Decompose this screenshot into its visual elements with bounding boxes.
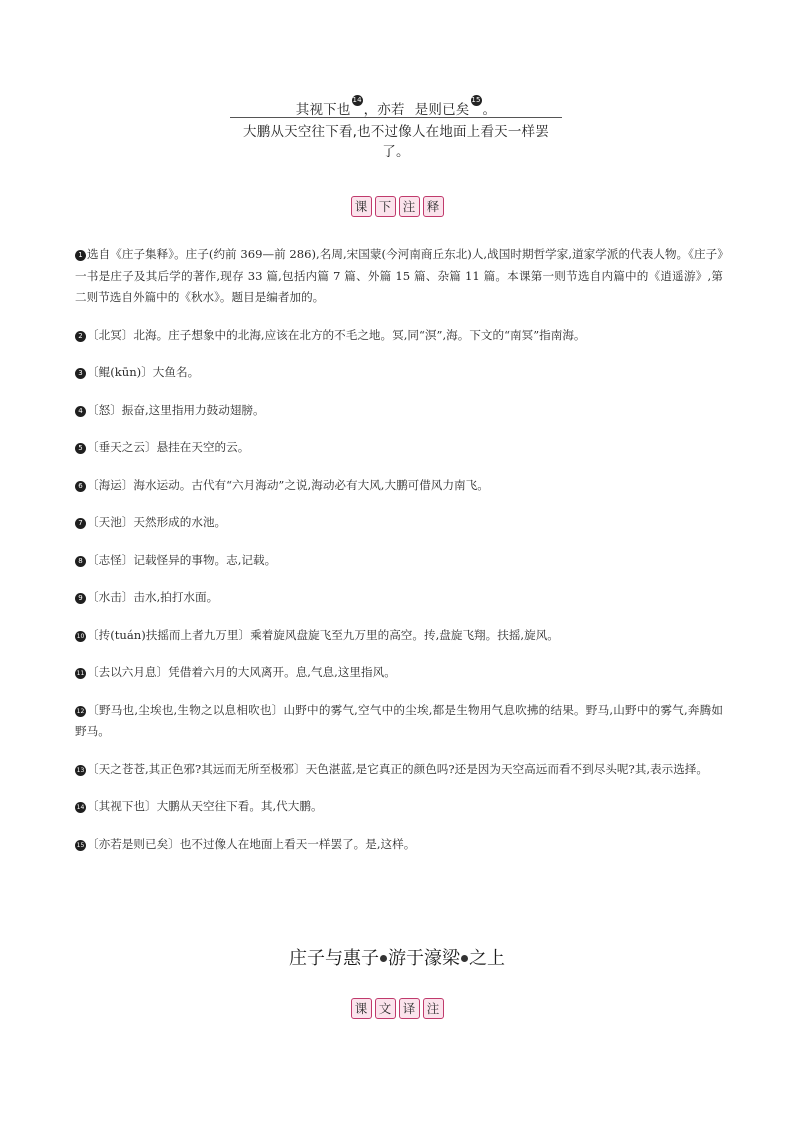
note-text: 〔天之苍苍,其正色邪?其远而无所至极邪〕天色湛蓝,是它真正的颜色吗?还是因为天空高远而看不到尽头呢?其,表示选择。	[87, 761, 708, 776]
note-number: 4	[75, 406, 86, 417]
note-marker-dot[interactable]	[380, 955, 387, 962]
notes-list	[75, 244, 723, 871]
note-text: 〔怒〕振奋,这里指用力鼓动翅膀。	[87, 402, 265, 417]
note-text: 〔水击〕击水,拍打水面。	[87, 590, 219, 604]
title-part: 之上	[469, 948, 505, 969]
note-item	[75, 834, 723, 856]
note-item	[75, 625, 723, 647]
note-marker-15[interactable]: 15	[471, 96, 481, 104]
note-item	[75, 244, 723, 309]
note-text: 〔鲲(kūn)〕大鱼名。	[87, 365, 200, 379]
note-number: 10	[76, 632, 85, 640]
note-item	[75, 325, 723, 347]
note-item	[75, 475, 723, 497]
note-text: 〔去以六月息〕凭借着六月的大风离开。息,气息,这里指风。	[87, 665, 396, 679]
note-text: 〔垂天之云〕悬挂在天空的云。	[87, 440, 250, 454]
note-text: 〔海运〕海水运动。古代有“六月海动”之说,海动必有大风,大鹏可借风力南飞。	[87, 477, 489, 492]
original-part1: 其视下也	[295, 102, 351, 118]
note-number: 5	[75, 443, 86, 454]
section-tag-char: 课	[351, 196, 372, 217]
note-marker-dot[interactable]	[461, 955, 468, 962]
note-text: 选自《庄子集释》。庄子(约前 369—前 286),名周,宋国蒙(今河南商丘东北)人,战国时期哲学家,道家学派的代表人物。《庄子》一书是庄子及其后学的著作,现存 33 篇,包括内篇 7 篇、外篇 15 篇、杂篇 11 篇。本课第一则节选自内篇中的《逍遥游》,第二则节选自外篇中的《秋水》。题目是编者加的。	[75, 247, 723, 304]
note-number: 3	[75, 368, 86, 379]
section-tag-char: 下	[375, 196, 396, 217]
note-item	[75, 400, 723, 422]
note-number: 13	[76, 766, 85, 774]
underline-divider	[230, 117, 562, 118]
note-item	[75, 662, 723, 684]
note-text: 〔野马也,尘埃也,生物之以息相吹也〕山野中的雾气,空气中的尘埃,都是生物用气息吹拂的结果。野马,山野中的雾气,奔腾如野马。	[75, 702, 723, 738]
section-tag-char: 文	[375, 998, 396, 1019]
note-item	[75, 796, 723, 818]
note-item	[75, 587, 723, 609]
note-number: 8	[75, 556, 86, 567]
section-tag-char: 注	[423, 998, 444, 1019]
note-number: 1	[75, 250, 86, 261]
section-header-notes	[0, 196, 794, 217]
note-text: 〔北冥〕北海。庄子想象中的北海,应该在北方的不毛之地。冥,同“溟”,海。下文的“南冥”指南海。	[87, 327, 586, 342]
note-text: 〔抟(tuán)扶摇而上者九万里〕乘着旋风盘旋飞至九万里的高空。抟,盘旋飞翔。扶摇,旋风。	[87, 627, 559, 642]
original-part2: ，亦若	[363, 102, 405, 118]
section-tag-char: 释	[423, 196, 444, 217]
note-number: 2	[75, 331, 86, 342]
translation-text: 大鹏从天空往下看,也不过像人在地面上看天一样罢了。	[243, 124, 549, 160]
note-number: 9	[75, 593, 86, 604]
note-item	[75, 700, 723, 743]
note-number: 12	[76, 707, 85, 715]
original-part3: 是则已矣	[414, 102, 470, 118]
original-end: 。	[482, 102, 497, 118]
note-number: 15	[76, 841, 85, 849]
note-text: 〔亦若是则已矣〕也不过像人在地面上看天一样罢了。是,这样。	[87, 836, 416, 851]
note-item	[75, 362, 723, 384]
section-tag-char: 课	[351, 998, 372, 1019]
title-part: 游于濠梁	[388, 948, 460, 969]
section-tag-char: 注	[399, 196, 420, 217]
section-header-translation	[0, 998, 794, 1019]
note-item	[75, 759, 723, 781]
note-item	[75, 437, 723, 459]
note-number: 14	[76, 804, 85, 811]
original-text-line	[230, 98, 562, 118]
note-item	[75, 512, 723, 534]
note-number: 6	[75, 481, 86, 492]
note-text: 〔其视下也〕大鹏从天空往下看。其,代大鹏。	[87, 799, 323, 813]
note-number: 11	[76, 670, 85, 677]
title-part: 庄子与惠子	[289, 948, 379, 969]
note-number: 7	[75, 518, 86, 529]
note-text: 〔志怪〕记载怪异的事物。志,记载。	[87, 552, 277, 567]
section-title	[0, 944, 794, 970]
note-text: 〔天池〕天然形成的水池。	[87, 515, 227, 529]
section-tag-char: 译	[399, 998, 420, 1019]
note-marker-14[interactable]: 14	[352, 96, 362, 104]
note-item	[75, 550, 723, 572]
